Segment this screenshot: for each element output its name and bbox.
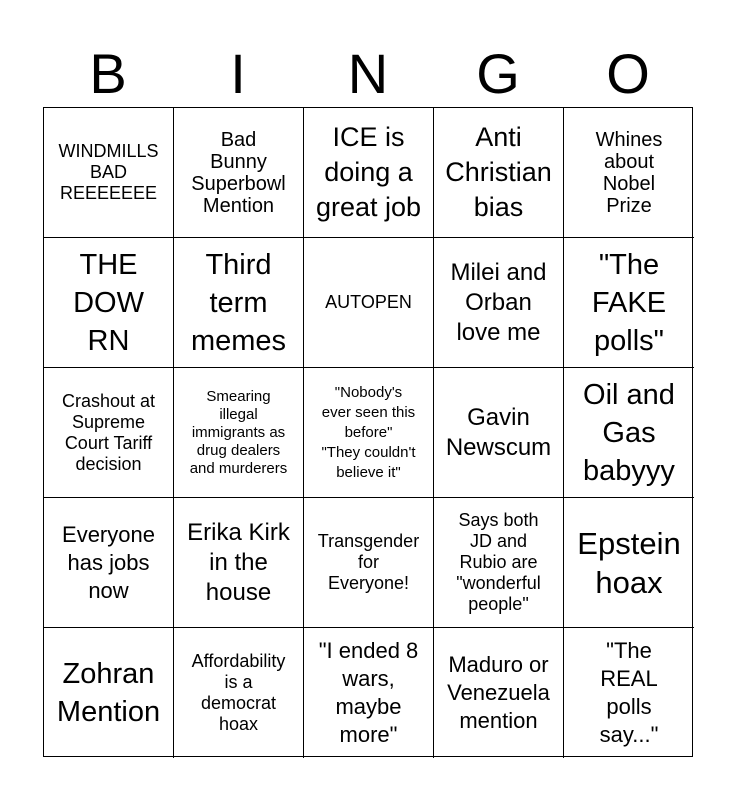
bingo-cell-o2[interactable]: "The FAKE polls"	[564, 238, 694, 368]
bingo-cell-g5[interactable]: Maduro or Venezuela mention	[434, 628, 564, 758]
bingo-cell-n3[interactable]: "Nobody's ever seen this before" "They couldn't believe it"	[304, 368, 434, 498]
bingo-header	[43, 42, 693, 106]
bingo-cell-b1[interactable]: WINDMILLS BAD REEEEEEE	[44, 108, 174, 238]
bingo-cell-n5[interactable]: "I ended 8 wars, maybe more"	[304, 628, 434, 758]
bingo-cell-b4[interactable]: Everyone has jobs now	[44, 498, 174, 628]
bingo-cell-g3[interactable]: Gavin Newscum	[434, 368, 564, 498]
header-letter-o: O	[606, 42, 650, 105]
bingo-cell-o3[interactable]: Oil and Gas babyyy	[564, 368, 694, 498]
bingo-cell-i2[interactable]: Third term memes	[174, 238, 304, 368]
bingo-cell-i4[interactable]: Erika Kirk in the house	[174, 498, 304, 628]
bingo-cell-g1[interactable]: Anti Christian bias	[434, 108, 564, 238]
bingo-cell-g4[interactable]: Says both JD and Rubio are "wonderful people"	[434, 498, 564, 628]
header-letter-b: B	[89, 42, 127, 105]
bingo-cell-o4[interactable]: Epstein hoax	[564, 498, 694, 628]
bingo-cell-i5[interactable]: Affordability is a democrat hoax	[174, 628, 304, 758]
bingo-cell-o5[interactable]: "The REAL polls say..."	[599, 638, 659, 747]
bingo-cell-o1[interactable]: Whines about Nobel Prize	[564, 108, 694, 238]
bingo-cell-g2[interactable]: Milei and Orban love me	[434, 238, 564, 368]
header-letter-i: I	[230, 42, 246, 105]
bingo-cell-n2[interactable]: AUTOPEN	[304, 238, 434, 368]
bingo-cell-b3[interactable]: Crashout at Supreme Court Tariff decision	[44, 368, 174, 498]
bingo-cell-i3[interactable]: Smearing illegal immigrants as drug dealers and murderers	[174, 368, 304, 498]
bingo-cell-b5[interactable]: Zohran Mention	[44, 628, 174, 758]
bingo-cell-n1[interactable]: ICE is doing a great job	[304, 108, 434, 238]
bingo-board	[43, 107, 693, 757]
header-letter-g: G	[476, 42, 520, 105]
header-letter-n: N	[347, 42, 389, 105]
bingo-cell-i1[interactable]: Bad Bunny Superbowl Mention	[174, 108, 304, 238]
bingo-cell-n4[interactable]: Transgender for Everyone!	[304, 498, 434, 628]
bingo-cell-b2[interactable]: THE DOW RN	[44, 238, 174, 368]
